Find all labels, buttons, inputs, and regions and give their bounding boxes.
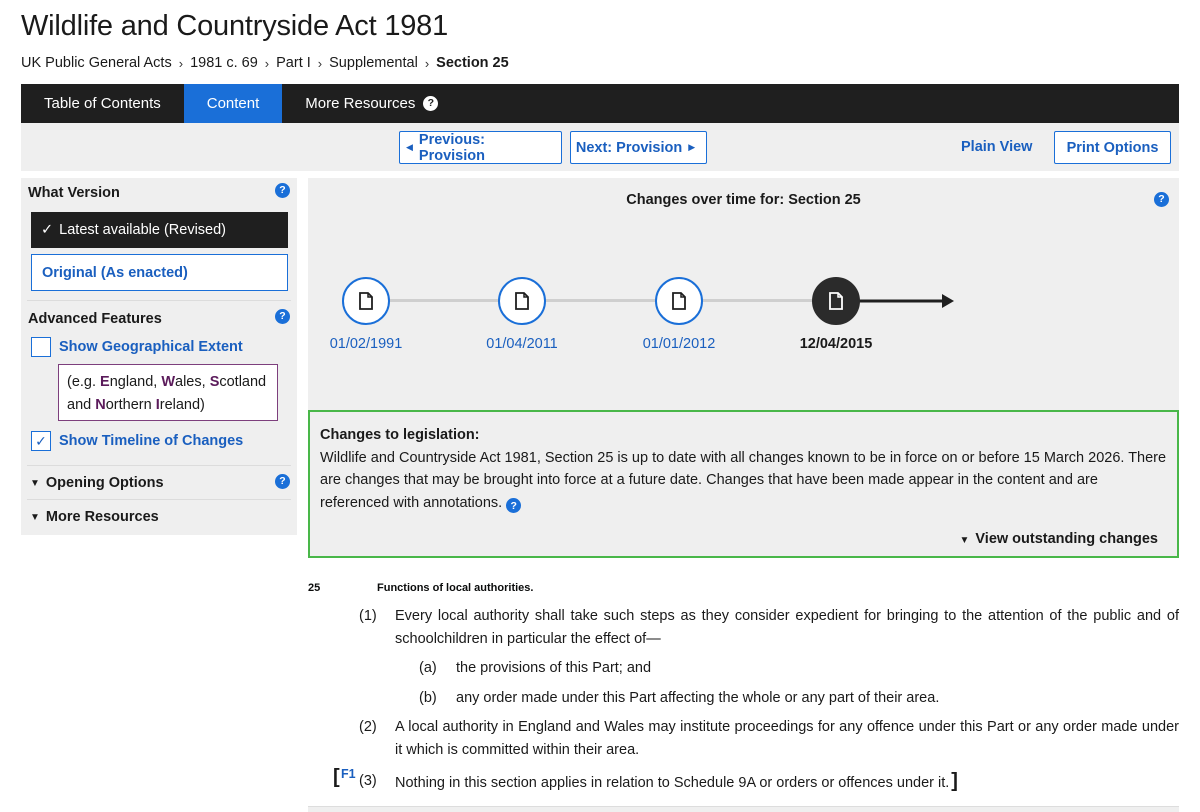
divider [27,465,291,466]
breadcrumb-item-uk-public-general-acts[interactable]: UK Public General Acts [21,55,172,71]
sidebar [21,178,297,535]
help-icon[interactable]: ? [423,96,438,111]
breadcrumb [21,55,509,71]
opening-options-toggle[interactable] [30,475,164,491]
paragraph-number: (1) [359,608,377,624]
tab-content[interactable] [184,84,283,123]
changes-body-text: Wildlife and Countryside Act 1981, Section 25 is up to date with all changes known to be in force on or before 15 March 2026. There are changes that may be brought into force at a future date. Changes that have been made appear in the content and are referenced with annotations. [320,449,1167,511]
more-resources-label: More Resources [45,509,159,525]
view-outstanding-label: View outstanding changes [975,531,1158,547]
breadcrumb-item-part-i[interactable]: Part I [276,55,311,71]
paragraph-number: (a) [419,660,437,676]
paragraph-number: (2) [359,719,377,735]
tab-label: Table of Contents [44,95,161,112]
breadcrumb-separator-icon: › [264,55,270,71]
plain-view-link[interactable]: Plain View [961,139,1033,155]
checkbox-unchecked[interactable] [31,337,51,357]
timeline-date-2012[interactable]: 01/01/2012 [642,336,716,352]
paragraph-text: A local authority in England and Wales may institute proceedings for any offence under this Part or any order made under it which is committed within their area. [395,719,1179,758]
changes-to-legislation-box [308,410,1179,558]
section-number: 25 [308,582,321,594]
page-title: Wildlife and Countryside Act 1981 [21,10,449,42]
changes-heading: Changes to legislation: [320,427,480,443]
caret-left-icon: ◀ [406,142,413,152]
timeline-title: Changes over time for: Section 25 [626,192,861,208]
button-label: Previous: Provision [418,131,486,164]
timeline-track [388,299,843,302]
paragraph-text [395,770,1179,795]
breadcrumb-item-supplemental[interactable]: Supplemental [329,55,418,71]
triangle-down-icon: ▼ [30,477,40,489]
tab-table-of-contents[interactable] [21,84,184,123]
tab-bar [21,84,1179,123]
timeline-panel [308,178,1179,410]
paragraph-text: any order made under this Part affecting the whole or any part of their area. [456,690,940,706]
toolbar [21,123,1179,171]
view-outstanding-changes-toggle[interactable] [959,528,1158,553]
timeline-date-2011[interactable]: 01/04/2011 [486,336,558,352]
timeline-arrow-icon [858,291,958,311]
help-icon[interactable]: ? [1154,192,1169,207]
document-icon [358,292,374,310]
triangle-down-icon: ▼ [959,535,970,546]
advanced-features-heading: Advanced Features [28,311,162,327]
amendment-close-bracket: ] [951,770,958,792]
timeline-date-1991[interactable]: 01/02/1991 [329,336,403,352]
button-label: Next: Provision [575,139,683,156]
version-original-option[interactable]: Original (As enacted) [31,254,288,291]
changes-body [320,447,1167,515]
tab-more-resources[interactable] [282,84,461,123]
timeline-node-2015-current [812,277,860,325]
checkmark-icon: ✓ [41,222,54,238]
tab-label: More Resources [305,95,416,112]
breadcrumb-separator-icon: › [178,55,184,71]
paragraph-text-content: Nothing in this section applies in relation to Schedule 9A or orders or offences under it. [395,775,950,791]
amendment-open-bracket: [ [333,766,340,788]
version-latest-selected[interactable] [31,212,288,248]
paragraph-text: the provisions of this Part; and [456,660,652,676]
document-icon [828,292,844,310]
what-version-heading: What Version [28,185,120,201]
checkbox-checked[interactable] [31,431,51,451]
timeline-of-changes-toggle[interactable] [31,431,243,451]
timeline-node-2012[interactable] [655,277,703,325]
divider [27,499,291,500]
paragraph-text: Every local authority shall take such steps as they consider expedient for bringing to the attention of the public and of schoolchildren in particular the effect of— [395,608,1179,647]
breadcrumb-item-1981-c69[interactable]: 1981 c. 69 [190,55,258,71]
help-icon[interactable]: ? [275,309,290,324]
tab-label: Content [206,95,260,112]
breadcrumb-separator-icon: › [424,55,430,71]
timeline-of-changes-label: Show Timeline of Changes [59,433,244,449]
document-icon [514,292,530,310]
caret-right-icon: ▶ [688,142,696,152]
timeline-node-2011[interactable] [498,277,546,325]
opening-options-label: Opening Options [45,475,164,491]
next-provision-button[interactable] [570,131,707,164]
footnote-ref-f1[interactable]: F1 [341,767,356,781]
more-resources-toggle[interactable] [30,509,159,525]
geographical-extent-toggle[interactable] [31,337,243,357]
help-icon[interactable]: ? [275,474,290,489]
paragraph-number: (b) [419,690,437,706]
document-icon [671,292,687,310]
content-footer-divider [308,806,1179,812]
previous-provision-button[interactable] [399,131,562,164]
breadcrumb-current: Section 25 [436,55,509,71]
divider [27,300,291,301]
paragraph-number: (3) [359,773,377,789]
timeline-node-1991[interactable] [342,277,390,325]
geographical-extent-note: (e.g. England, Wales, Scotland and Northern Ireland) [58,364,278,421]
help-icon[interactable]: ? [275,183,290,198]
print-options-button[interactable]: Print Options [1054,131,1171,164]
timeline-date-2015-current: 12/04/2015 [799,336,873,352]
checkmark-icon: ✓ [35,432,47,449]
version-latest-label: Latest available (Revised) [59,222,226,238]
section-title: Functions of local authorities. [377,582,534,594]
geographical-extent-label: Show Geographical Extent [59,339,243,355]
triangle-down-icon: ▼ [30,511,40,523]
help-icon[interactable]: ? [506,498,521,513]
breadcrumb-separator-icon: › [317,55,323,71]
